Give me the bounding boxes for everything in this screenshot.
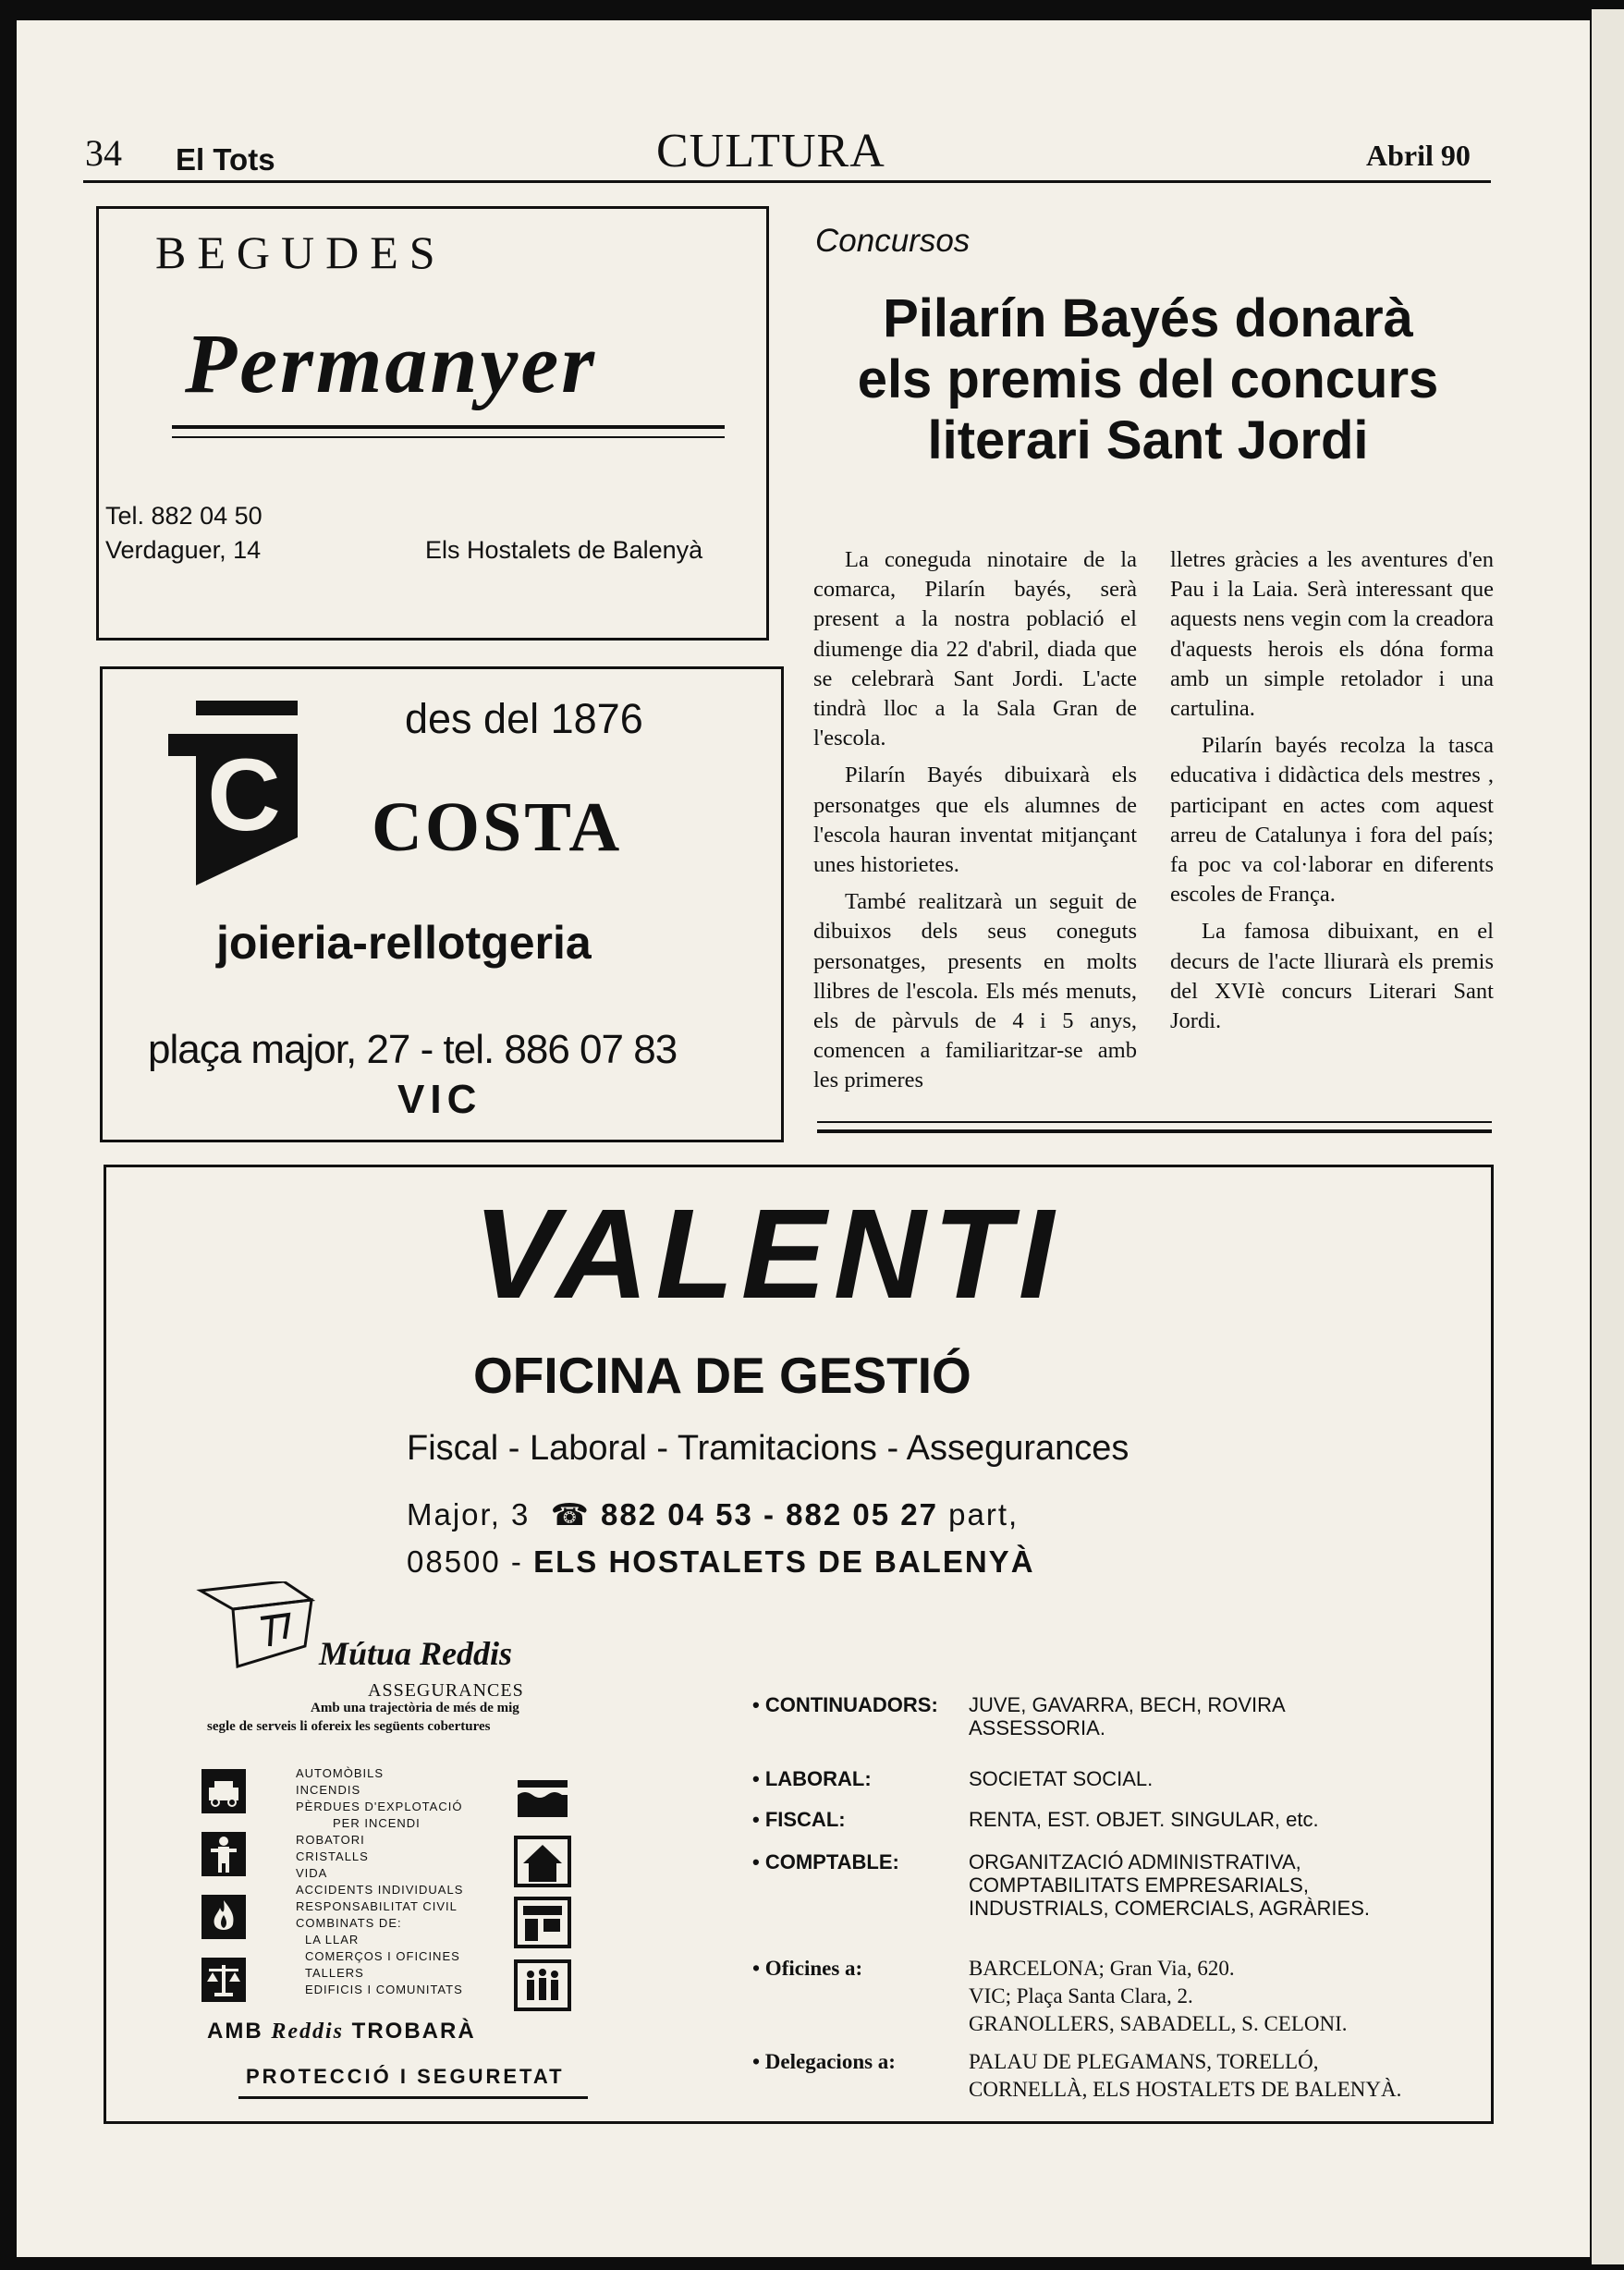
magazine-name: El Tots [176,142,275,177]
house-icon [514,1836,571,1887]
paragraph: Pilarín bayés recolza la tasca educativa i didàctica dels mestres , participant en actes com aquest arreu de Catalunya i fora del país; fa poc va col·laborar en diferents escoles de França. [1170,733,1494,908]
begudes-street: Verdaguer, 14 [105,536,262,564]
coverage-item: AUTOMÒBILS [296,1766,385,1780]
shop-icon [514,1897,571,1948]
costa-logo-icon [168,701,301,892]
person-icon [201,1832,246,1876]
mutua-slogan-2: PROTECCIÓ I SEGURETAT [246,2065,565,2088]
article-column-1 [813,545,1137,1104]
next-page-edge [1592,9,1624,2264]
paragraph: lletres gràcies a les aventures d'en Pau i la Laia. Serà interessant que aquests nens vegin com la creadora d'aquests herois els dóna forma amb un simple retolador i una cartulina. [1170,547,1494,722]
permanyer-logo: Permanyer [185,316,598,410]
section-title: CULTURA [656,125,885,177]
costa-brand: COSTA [372,788,623,866]
mutua-reddis-logo-icon [196,1581,316,1678]
svg-text:C: C [207,738,281,852]
costa-since: des del 1876 [405,695,643,742]
article-headline: Pilarín Bayés donarà els premis del concurs literari Sant Jordi [857,288,1439,470]
service-label-delegacions: • Delegacions a: [752,2050,896,2073]
valenti-town-line: 08500 - ELS HOSTALETS DE BALENYÀ [407,1544,1035,1579]
logo-rule-thin [172,436,725,438]
costa-tagline: joieria-rellotgeria [216,917,592,969]
service-value-oficines: BARCELONA; Gran Via, 620. VIC; Plaça Santa Clara, 2. GRANOLLERS, SABADELL, S. CELONI. [969,1957,1348,2035]
coverage-list [296,1765,508,1998]
mutua-trajectory: Amb una trajectòria de més de mig [311,1701,519,1715]
article-end-rule [817,1121,1492,1123]
service-label-oficines: • Oficines a: [752,1957,863,1980]
service-label-laboral: • LABORAL: [752,1767,872,1790]
valenti-tagline: OFICINA DE GESTIÓ [473,1347,971,1404]
article-column-2 [1170,545,1494,1043]
issue-date: Abril 90 [1366,139,1471,172]
coverage-item: RESPONSABILITAT CIVIL [296,1899,458,1913]
coverage-item: ACCIDENTS INDIVIDUALS [296,1883,464,1897]
paragraph: La famosa dibuixant, en el decurs de l'acte lliurarà els premis del XVIè concurs Literari Sant Jordi. [1170,919,1494,1034]
coverage-item: LA LLAR [305,1933,360,1947]
begudes-phone: Tel. 882 04 50 [105,502,263,530]
slogan-rule [238,2096,588,2099]
service-value-fiscal: RENTA, EST. OBJET. SINGULAR, etc. [969,1808,1319,1831]
coverage-item: TALLERS [305,1966,364,1980]
service-label-fiscal: • FISCAL: [752,1808,846,1831]
valenti-services: Fiscal - Laboral - Tramitacions - Assegurances [407,1429,1129,1468]
coverage-item: PER INCENDI [333,1816,421,1830]
begudes-brand: BEGUDES [155,226,446,278]
mutua-reddis-name: Mútua Reddis [319,1635,513,1672]
coverage-item: EDIFICIS I COMUNITATS [305,1983,463,1996]
begudes-town: Els Hostalets de Balenyà [425,536,703,564]
coverage-item: COMERÇOS I OFICINES [305,1949,460,1963]
coverage-item: VIDA [296,1866,328,1880]
service-value-laboral: SOCIETAT SOCIAL. [969,1767,1154,1790]
valenti-logo: VALENTI [473,1183,1062,1325]
paragraph: Pilarín Bayés dibuixarà els personatges que els alumnes de l'escola hauran inventat mitjançant unes historietes. [813,763,1137,878]
coverage-item: INCENDIS [296,1783,361,1797]
coverage-item: PÈRDUES D'EXPLOTACIÓ [296,1800,463,1813]
water-icon [514,1776,571,1821]
costa-address: plaça major, 27 - tel. 886 07 83 [148,1027,678,1072]
article-end-rule-thick [817,1129,1492,1133]
coverage-item: ROBATORI [296,1833,365,1847]
telephone-icon: ☎ [550,1497,591,1532]
mutua-slogan: AMB Reddis TROBARÀ [207,2019,476,2044]
coverage-item: COMBINATS DE: [296,1916,402,1930]
mutua-subtitle: ASSEGURANCES [368,1680,524,1701]
service-value-delegacions: PALAU DE PLEGAMANS, TORELLÓ, CORNELLÀ, ELS HOSTALETS DE BALENYÀ. [969,2050,1402,2101]
service-value-continuadors: JUVE, GAVARRA, BECH, ROVIRA ASSESSORIA. [969,1693,1286,1739]
article-kicker: Concursos [815,223,971,259]
header-rule [83,180,1491,183]
coverage-item: CRISTALLS [296,1849,369,1863]
service-value-comptable: ORGANITZACIÓ ADMINISTRATIVA, COMPTABILITATS EMPRESARIALS, INDUSTRIALS, COMERCIALS, AGRÀRIES. [969,1850,1370,1920]
community-icon [514,1959,571,2011]
valenti-address: Major, 3 ☎ 882 04 53 - 882 05 27 part, [407,1497,1020,1532]
logo-rule [172,425,725,429]
paragraph: També realitzarà un seguit de dibuixos dels seus coneguts personatges, presents en molts llibres de l'escola. Els més menuts, els de pàrvuls de 4 i 5 anys, comencen a familiaritzar-se amb les primeres [813,889,1137,1093]
mutua-offer: segle de serveis li ofereix les següents cobertures [207,1719,491,1734]
paragraph: La coneguda ninotaire de la comarca, Pilarín bayés, serà present a la nostra població el diumenge dia 22 d'abril, diada que se celebrarà Sant Jordi. L'acte tindrà lloc a la Sala Gran de l'escola. [813,547,1137,751]
scales-icon [201,1958,246,2002]
costa-city: VIC [397,1077,482,1122]
service-label-continuadors: • CONTINUADORS: [752,1693,938,1716]
page-number: 34 [85,132,122,174]
car-icon [201,1769,246,1813]
fire-icon [201,1895,246,1939]
service-label-comptable: • COMPTABLE: [752,1850,899,1873]
